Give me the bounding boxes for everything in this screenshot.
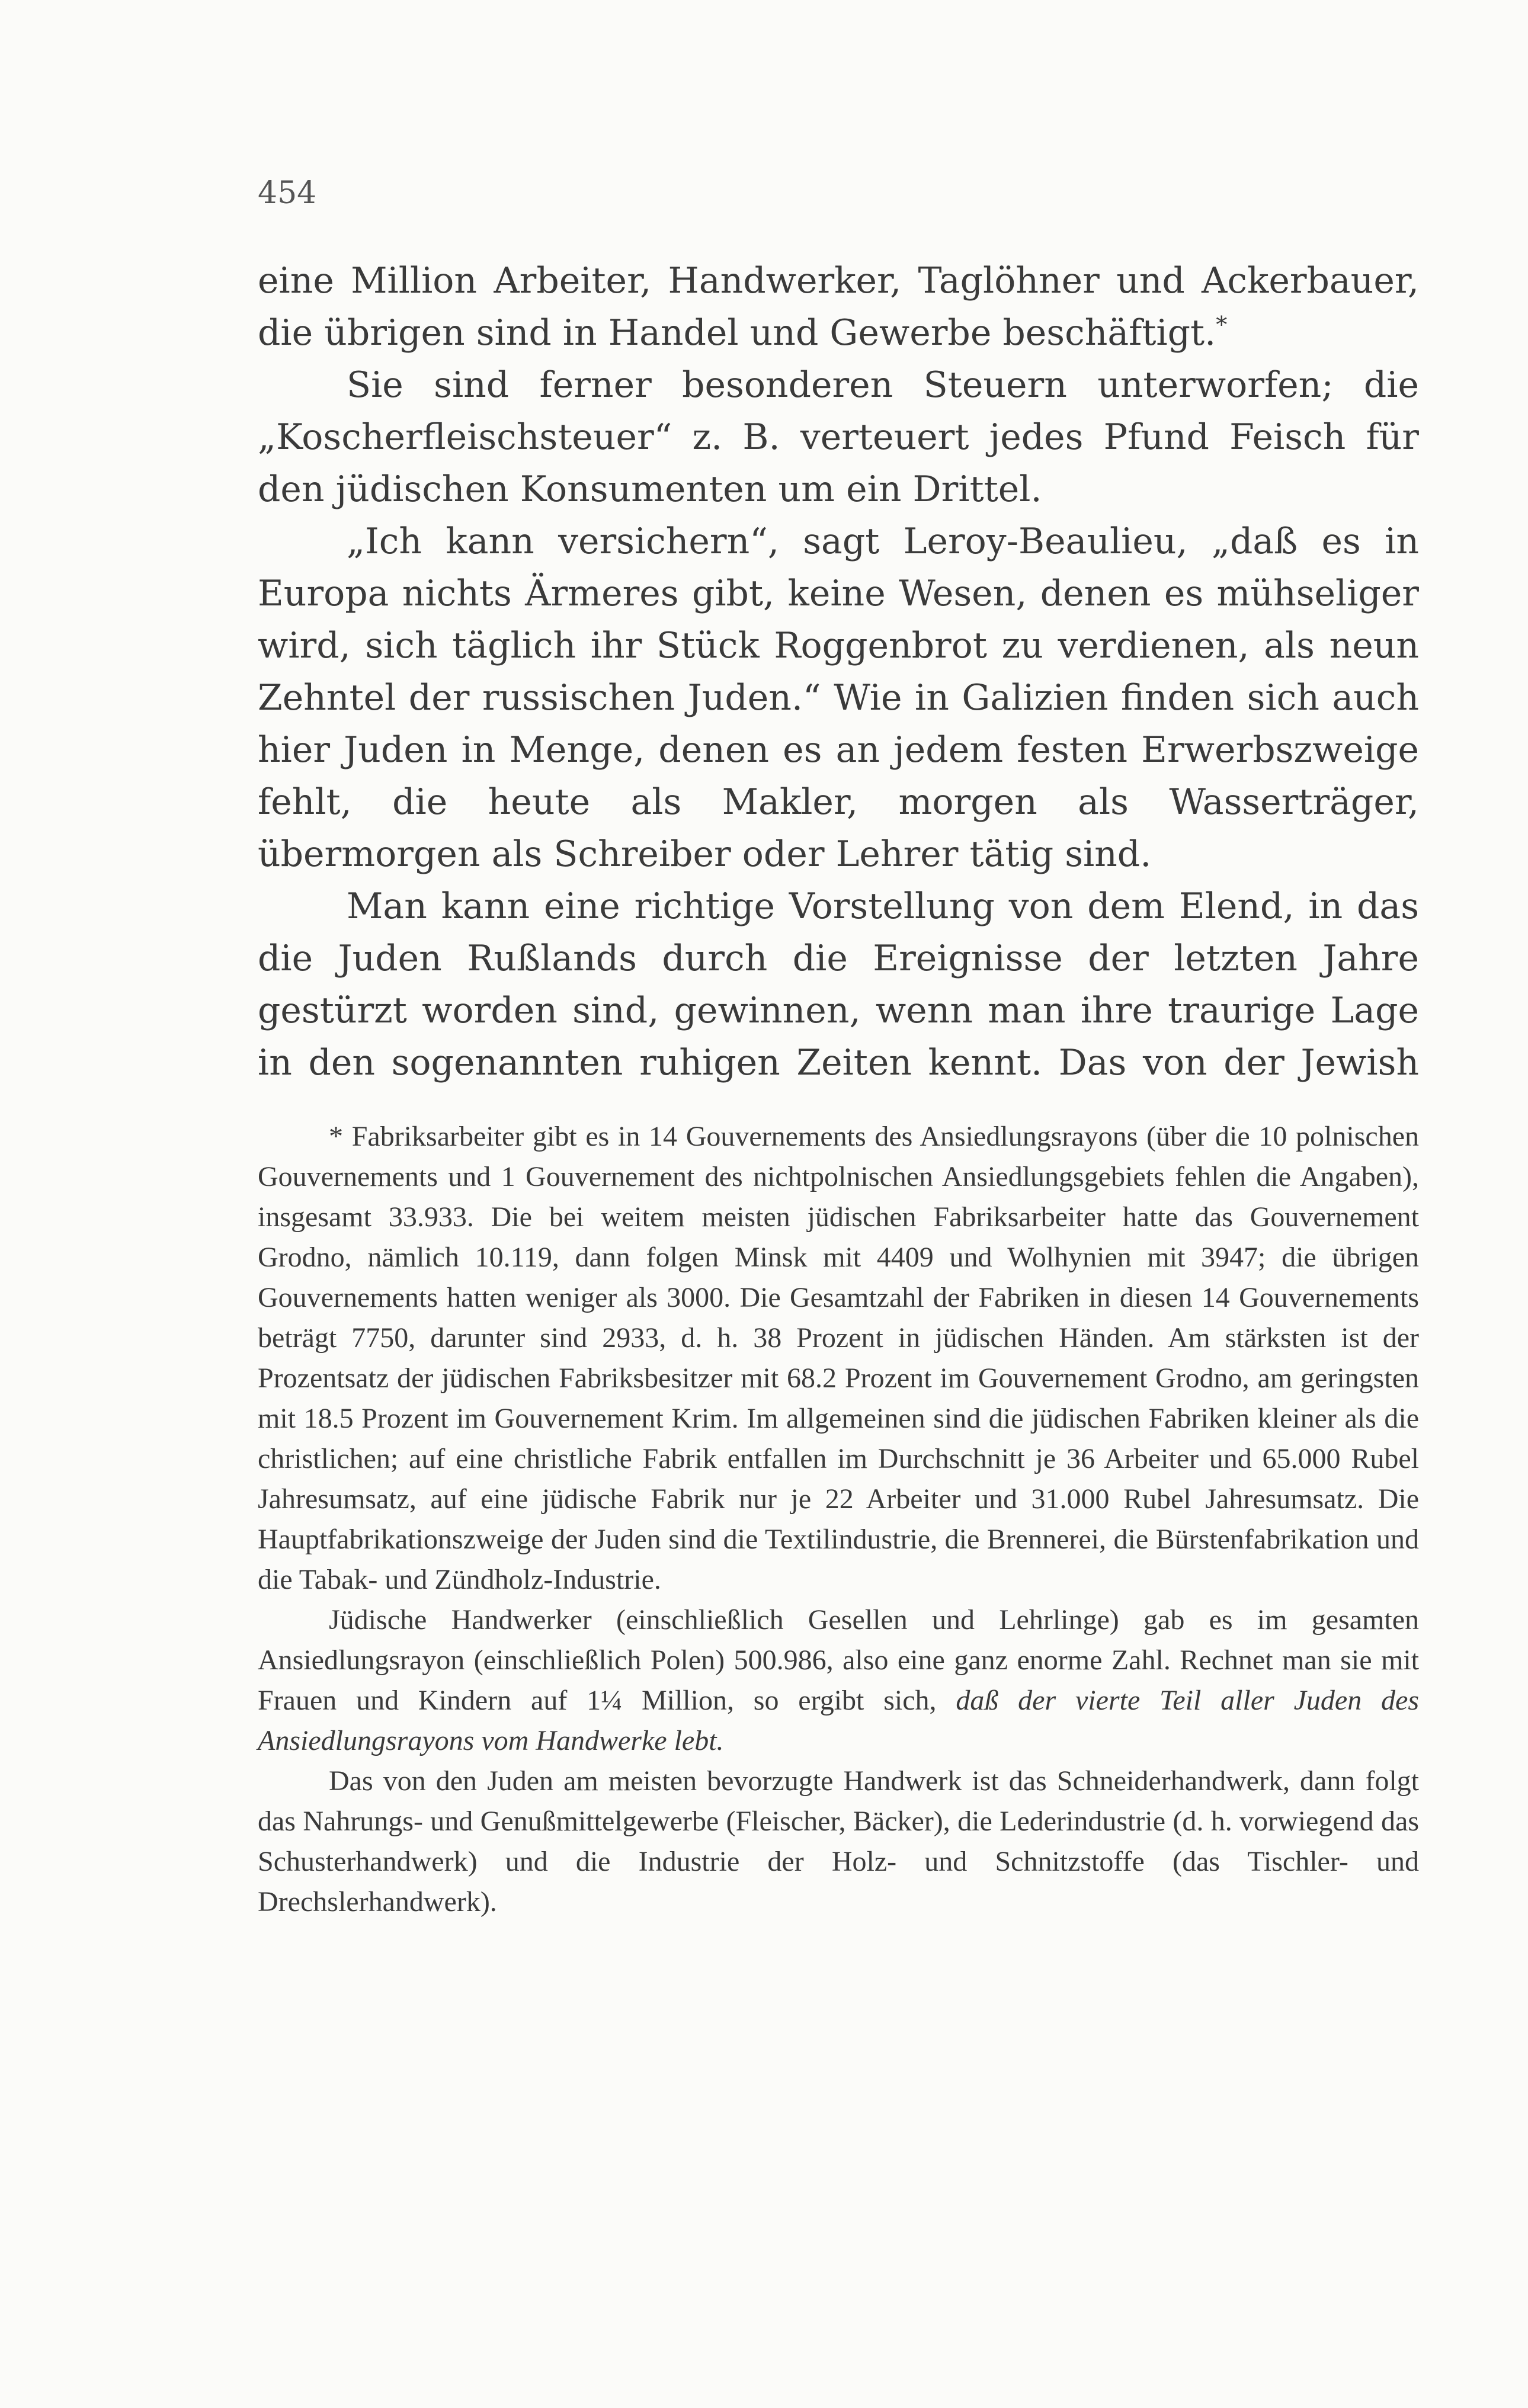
page-number: 454 [258, 175, 317, 211]
footnote-marker: * [1216, 312, 1228, 338]
footnote-text: Jüdische Handwerker (einschließlich Gesellen und Lehrlinge) gab es im gesamten Ansiedlungsrayon (einschließlich Polen) 500.986, also eine ganz enorme Zahl. Rechnet man sie mit Frauen und Kindern auf 1¼ Million, so ergibt sich, [258, 1604, 1419, 1716]
footnote-paragraph [258, 1600, 1419, 1761]
footnote-paragraph: Das von den Juden am meisten bevorzugte Handwerk ist das Schneiderhandwerk, dann folgt das Nahrungs- und Genußmittelgewerbe (Fleischer, Bäcker), die Lederindustrie (d. h. vorwiegend das Schusterhandwerk) und die Industrie der Holz- und Schnitzstoffe (das Tischler- und Drechslerhandwerk). [258, 1765, 1419, 1918]
body-paragraph-text: eine Million Arbeiter, Handwerker, Taglöhner und Ackerbauer, die übrigen sind in Handel und Gewerbe beschäftigt. [258, 260, 1419, 354]
body-paragraph: „Ich kann versichern“, sagt Leroy-Beaulieu, „daß es in Europa nichts Ärmeres gibt, keine Wesen, denen es mühseliger wird, sich täglich ihr Stück Roggenbrot zu verdienen, als neun Zehntel der russischen Juden.“ Wie in Galizien finden sich auch hier Juden in Menge, denen es an jedem festen Erwerbszweige fehlt, die heute als Makler, morgen als Wasserträger, übermorgen als Schreiber oder Lehrer tätig sind. [258, 521, 1419, 875]
footnote-paragraph: * Fabriksarbeiter gibt es in 14 Gouvernements des Ansiedlungsrayons (über die 10 polnischen Gouvernements und 1 Gouvernement des nichtpolnischen Ansiedlungsgebiets fehlen die Angaben), insgesamt 33.933. Die bei weitem meisten jüdischen Fabriksarbeiter hatte das Gouvernement Grodno, nämlich 10.119, dann folgen Minsk mit 4409 und Wolhynien mit 3947; die übrigen Gouvernements hatten weniger als 3000. Die Gesamtzahl der Fabriken in diesen 14 Gouvernements beträgt 7750, darunter sind 2933, d. h. 38 Prozent in jüdischen Händen. Am stärksten ist der Prozentsatz der jüdischen Fabriksbesitzer mit 68.2 Prozent im Gouvernement Grodno, am geringsten mit 18.5 Prozent im Gouvernement Krim. Im allgemeinen sind die jüdischen Fabriken kleiner als die christlichen; auf eine christliche Fabrik entfallen im Durchschnitt je 36 Arbeiter und 65.000 Rubel Jahresumsatz, auf eine jüdische Fabrik nur je 22 Arbeiter und 31.000 Rubel Jahresumsatz. Die Hauptfabrikationszweige der Juden sind die Textilindustrie, die Brennerei, die Bürstenfabrikation und die Tabak- und Zündholz-Industrie. [258, 1121, 1419, 1595]
main-text [258, 255, 1419, 1089]
body-paragraph: Man kann eine richtige Vorstellung von dem Elend, in das die Juden Rußlands durch die Ereignisse der letzten Jahre gestürzt worden sind, gewinnen, wenn man ihre traurige Lage in den sogenannten ruhigen Zeiten kennt. Das von der Jewish [258, 886, 1419, 1083]
body-paragraph [258, 255, 1419, 359]
footnote-emphasis: daß der vierte Teil aller Juden des Ansiedlungsrayons vom Handwerke lebt. [258, 1685, 1420, 1756]
footnote-section [258, 1117, 1419, 1922]
body-paragraph: Sie sind ferner besonderen Steuern unterworfen; die „Koscherfleischsteuer“ z. B. verteuert jedes Pfund Feisch für den jüdischen Konsumenten um ein Drittel. [258, 364, 1419, 510]
